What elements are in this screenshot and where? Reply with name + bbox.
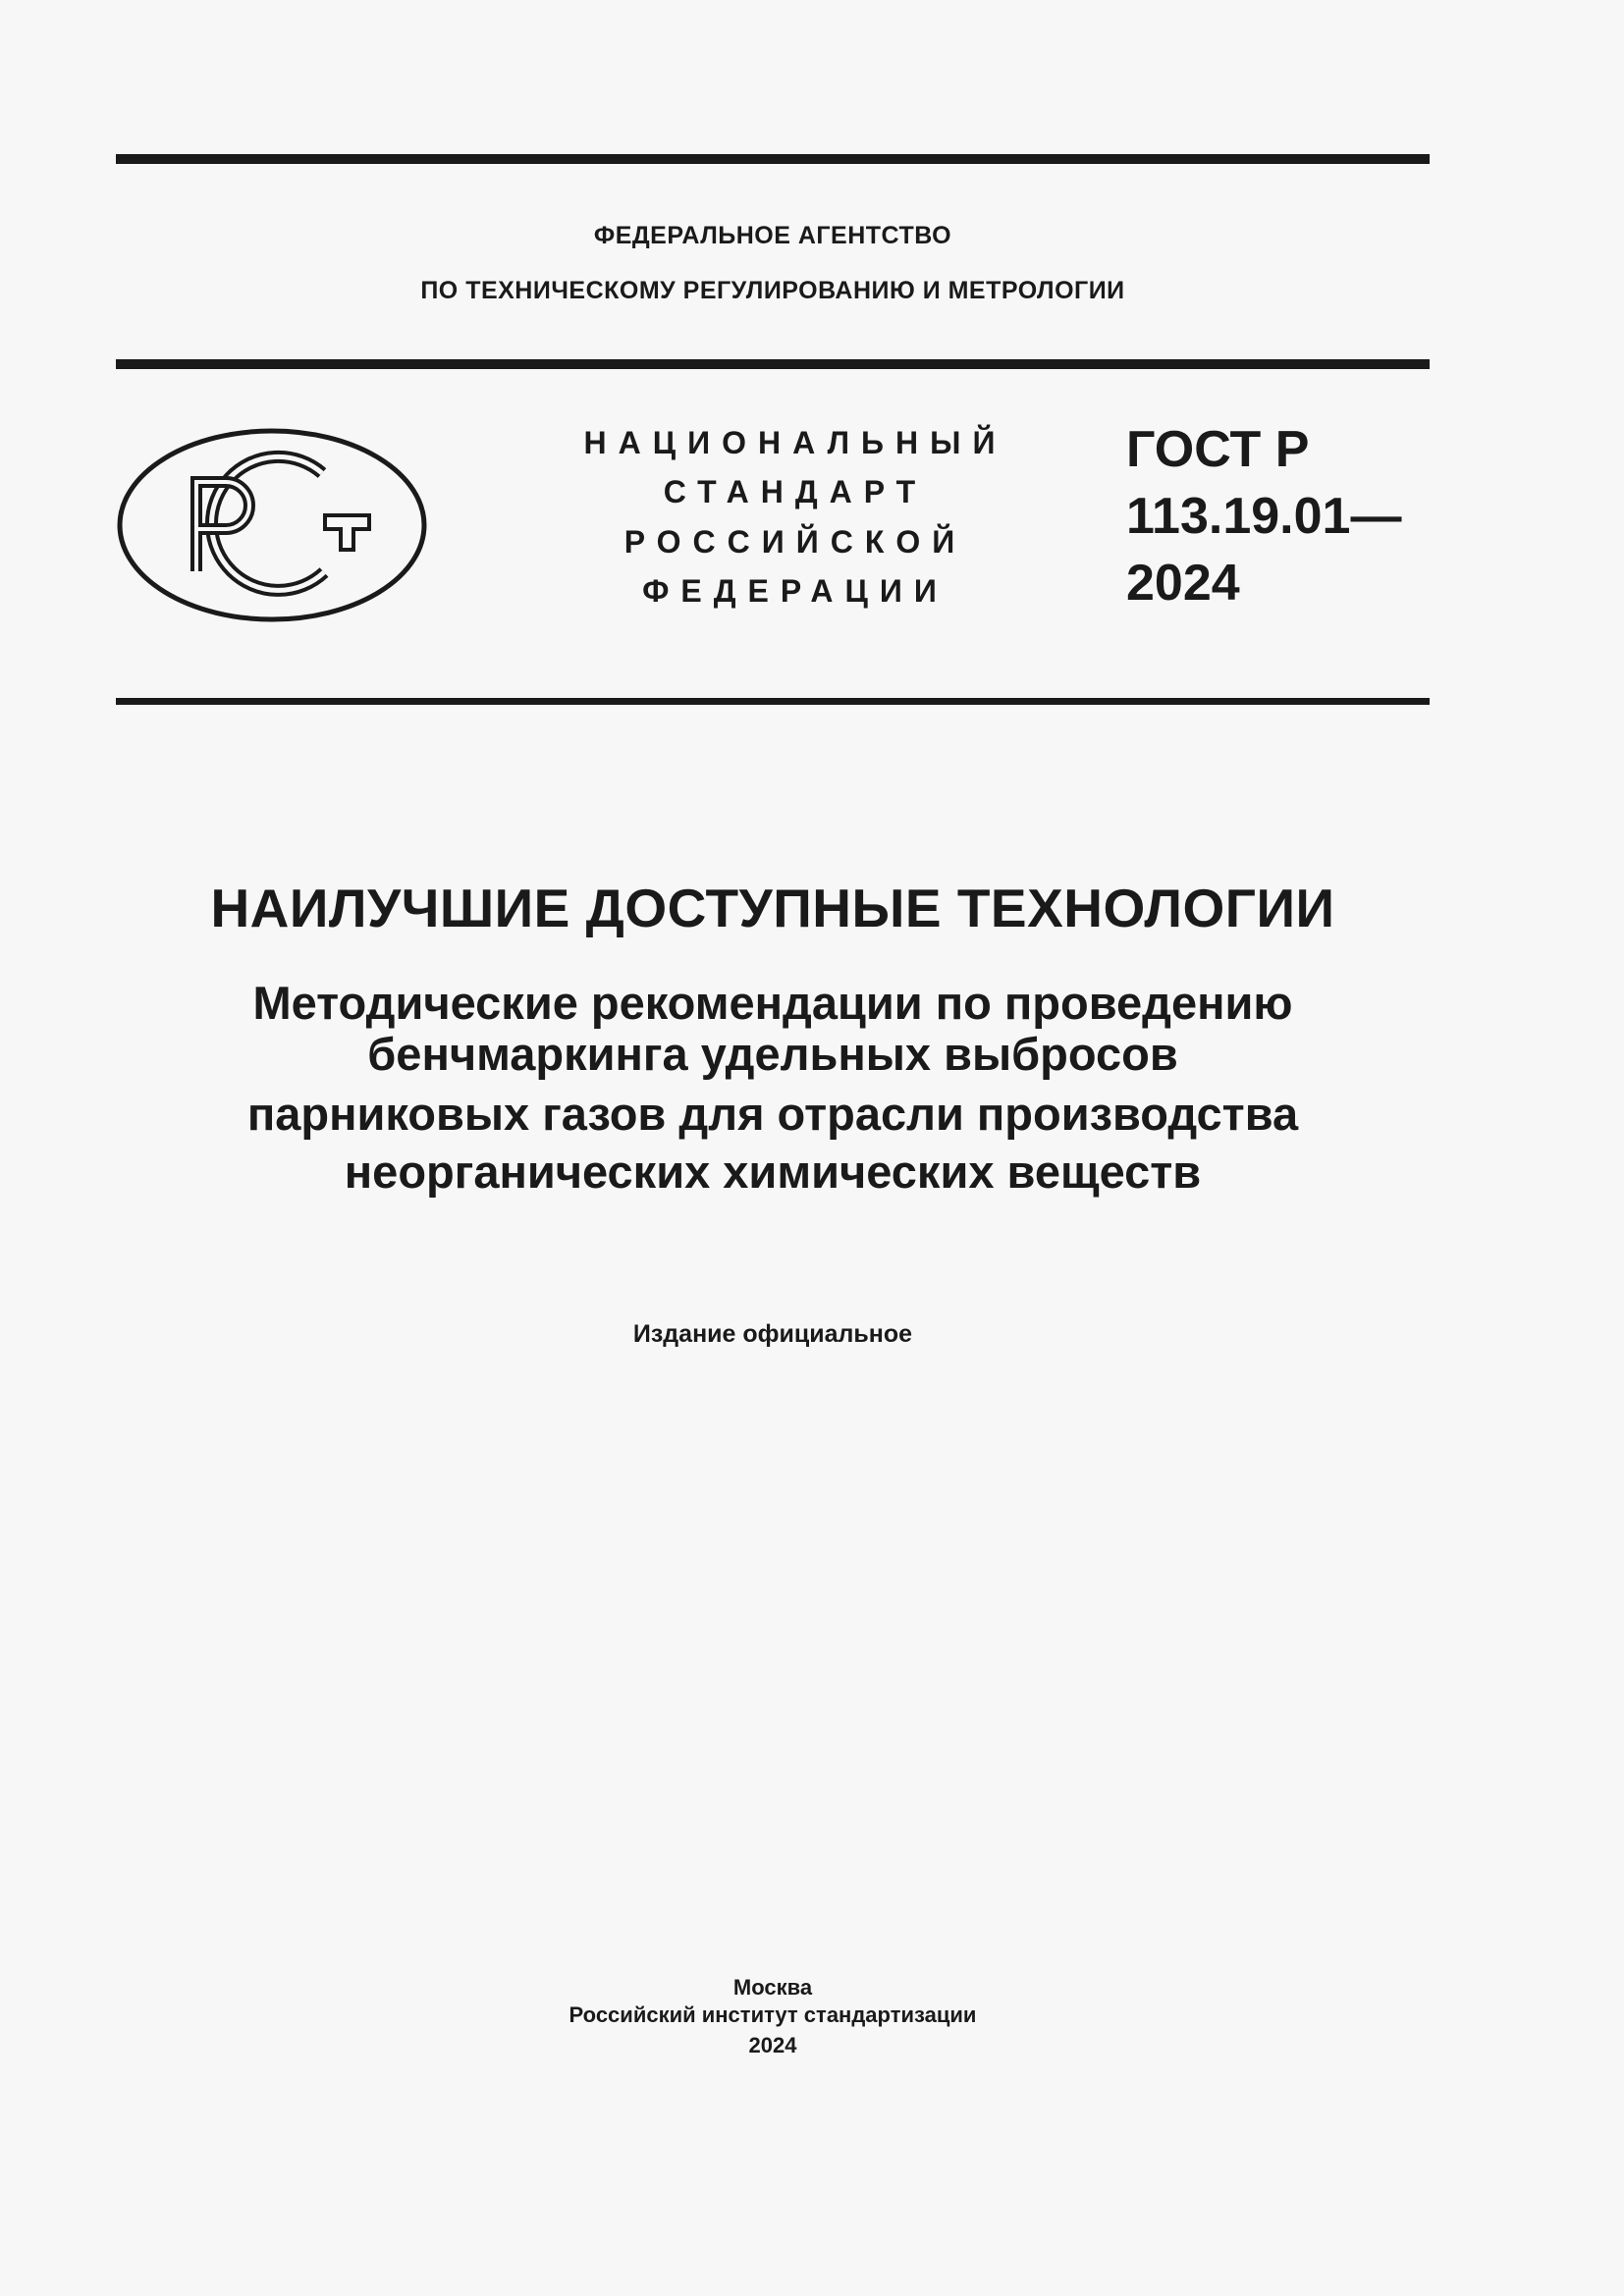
document-subtitle-line-1: Методические рекомендации по проведению [252, 977, 1293, 1029]
publication-city: Москва [732, 1975, 813, 2000]
edition-note: Издание официальное [632, 1320, 913, 1348]
rst-certification-mark-icon [116, 427, 428, 623]
national-standard-line-3: РОССИЙСКОЙ [623, 524, 967, 560]
national-standard-line-4: ФЕДЕРАЦИИ [642, 573, 948, 609]
publication-year: 2024 [748, 2033, 797, 2057]
standard-block-rule [116, 698, 1430, 705]
standard-designation-line-2: 113.19.01— [1126, 488, 1402, 545]
national-standard-line-2: СТАНДАРТ [663, 474, 928, 509]
agency-name-line-1: ФЕДЕРАЛЬНОЕ АГЕНТСТВО [593, 222, 952, 249]
agency-name-line-2: ПО ТЕХНИЧЕСКОМУ РЕГУЛИРОВАНИЮ И МЕТРОЛОГИИ [420, 277, 1125, 304]
document-title: НАИЛУЧШИЕ ДОСТУПНЫЕ ТЕХНОЛОГИИ [210, 878, 1335, 938]
national-standard-line-1: НАЦИОНАЛЬНЫЙ [583, 425, 1007, 460]
document-subtitle-line-4: неорганических химических веществ [344, 1146, 1202, 1198]
document-subtitle-line-2: бенчмаркинга удельных выбросов [367, 1028, 1178, 1080]
standard-designation-line-1: ГОСТ Р [1126, 421, 1310, 478]
header-separator-rule [116, 359, 1430, 369]
standard-designation-line-3: 2024 [1126, 555, 1240, 612]
document-subtitle-line-3: парниковых газов для отрасли производства [246, 1088, 1299, 1140]
publisher-name: Российский институт стандартизации [568, 2002, 977, 2027]
top-rule [116, 154, 1430, 164]
